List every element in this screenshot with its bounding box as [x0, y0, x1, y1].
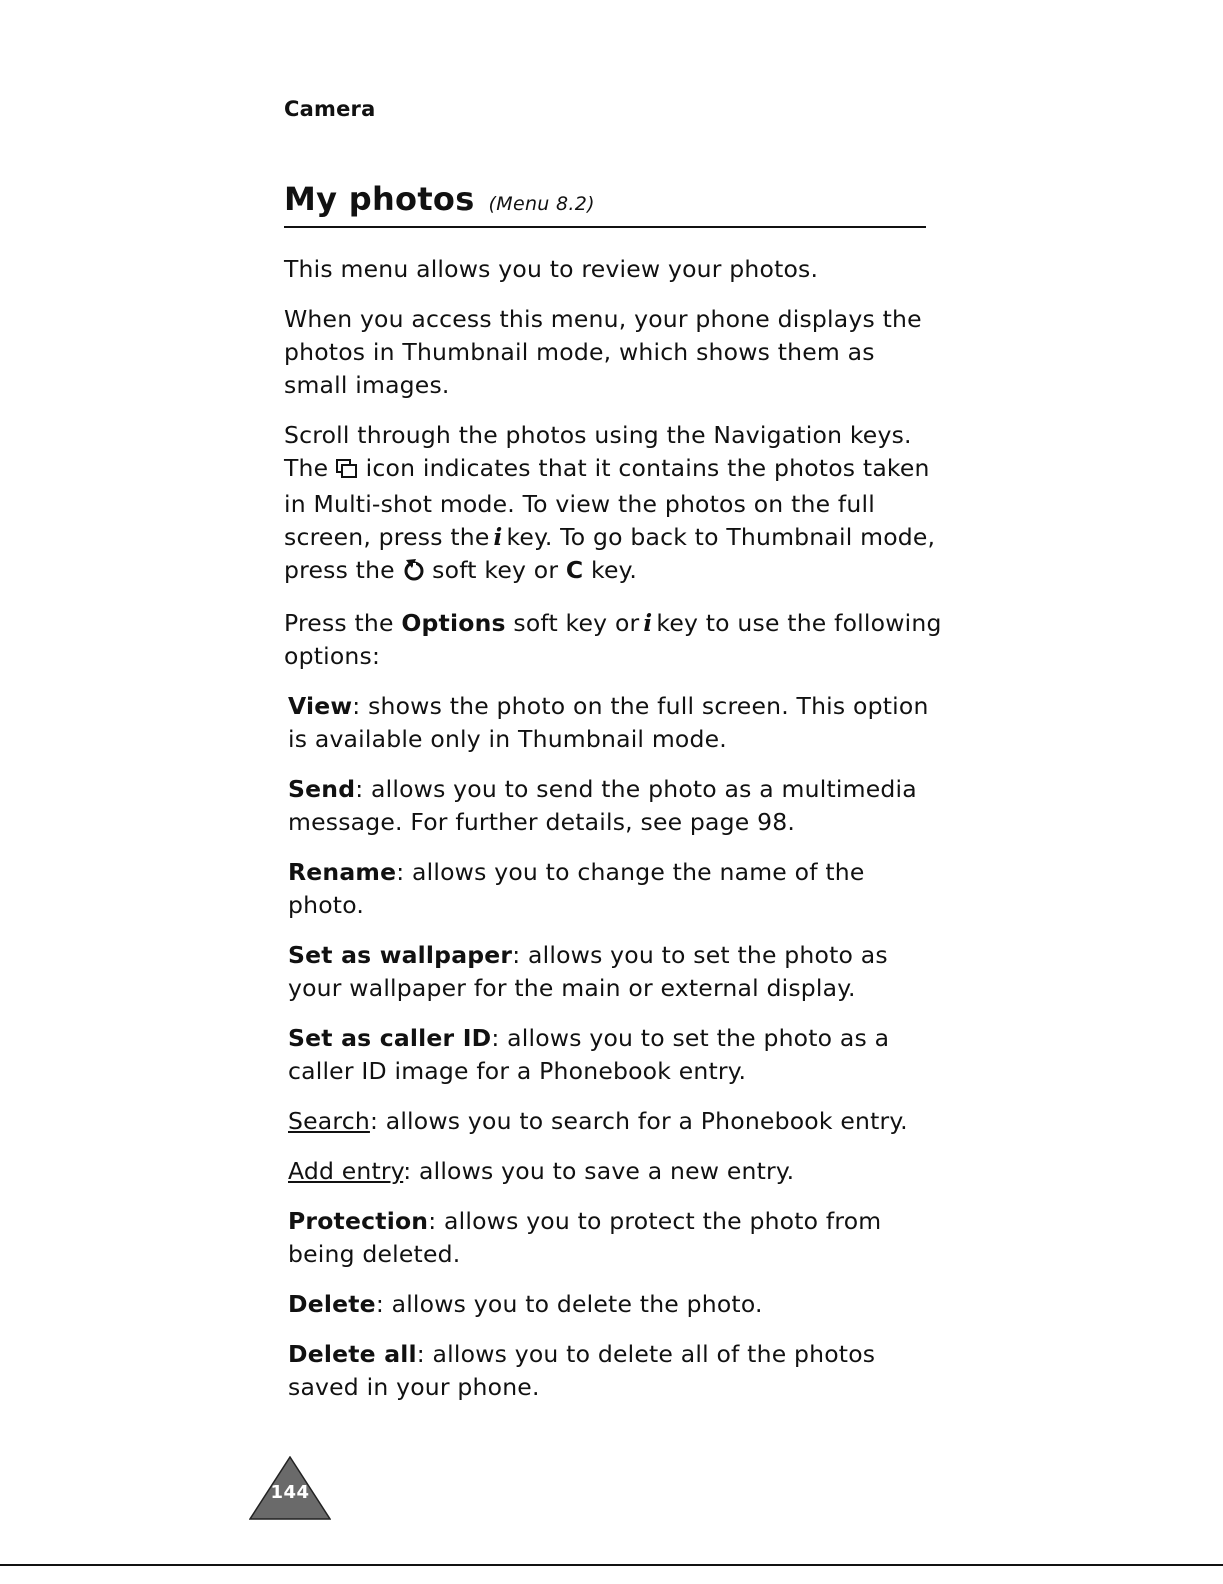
option-protection: Protection: allows you to protect the photo from being deleted. [288, 1207, 882, 1268]
back-soft-key-icon [403, 557, 425, 590]
multi-shot-icon [336, 455, 358, 488]
paragraph-scroll: Scroll through the photos using the Navigation keys. The icon indicates that it contains the photos taken in Multi-shot mode. To view the photos on the full screen, press the i key. To go back to Thumbnail mode, press the soft key or C key. [284, 419, 944, 590]
bottom-divider [0, 1564, 1223, 1566]
option-rename: Rename: allows you to change the name of the photo. [288, 858, 865, 919]
option-search: Search: allows you to search for a Phonebook entry. [288, 1107, 908, 1135]
section-header: Camera [284, 97, 376, 121]
menu-reference: (Menu 8.2) [488, 193, 595, 215]
i-key-icon: i [493, 524, 503, 551]
option-add-entry: Add entry: allows you to save a new entry. [288, 1157, 795, 1185]
option-send: Send: allows you to send the photo as a multimedia message. For further details, see page 98. [288, 775, 917, 836]
option-delete-all: Delete all: allows you to delete all of the photos saved in your phone. [288, 1340, 876, 1401]
paragraph-options: Press the Options soft key or i key to use the following options: [284, 609, 942, 670]
c-key-label: C [565, 556, 584, 584]
i-key-icon: i [643, 610, 653, 637]
paragraph-intro: This menu allows you to review your photos. [284, 255, 819, 283]
option-view: View: shows the photo on the full screen. This option is available only in Thumbnail mode. [288, 692, 929, 753]
page-number: 144 [270, 1482, 310, 1503]
paragraph-thumbnail: When you access this menu, your phone displays the photos in Thumbnail mode, which shows them as small images. [284, 305, 922, 399]
body-text [284, 253, 944, 1421]
page-title: My photos [284, 180, 475, 218]
option-set-as-caller-id: Set as caller ID: allows you to set the photo as a caller ID image for a Phonebook entry. [288, 1024, 890, 1085]
page-number-badge [249, 1456, 331, 1520]
option-set-as-wallpaper: Set as wallpaper: allows you to set the photo as your wallpaper for the main or external display. [288, 941, 888, 1002]
title-row [284, 180, 926, 228]
option-delete: Delete: allows you to delete the photo. [288, 1290, 763, 1318]
options-soft-key-label: Options [401, 609, 506, 637]
